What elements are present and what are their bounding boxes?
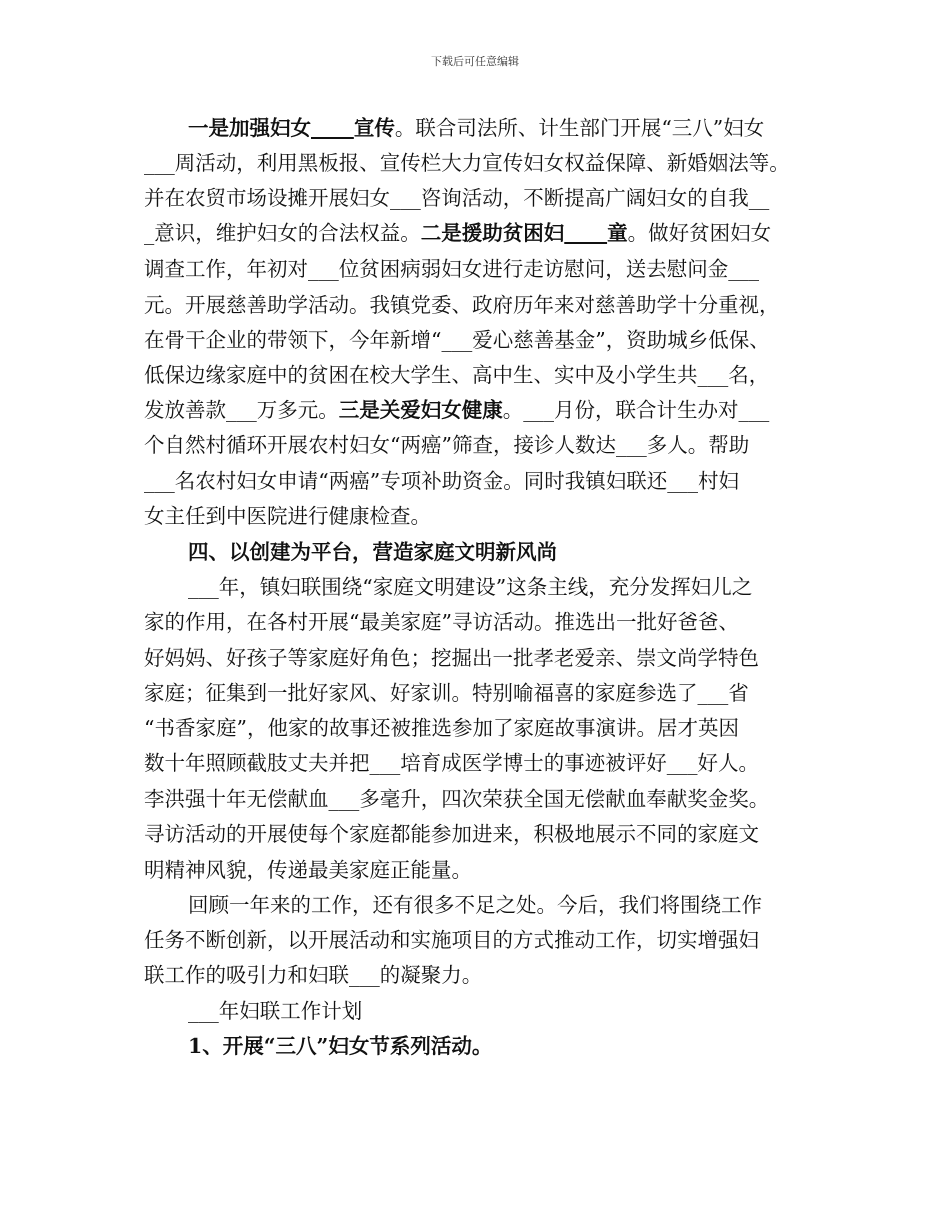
plan-item-1: 1、开展“三八”妇女节系列活动。 [188, 1034, 493, 1058]
para1-line-10: 个自然村循环开展农村妇女“两癌”筛查，接诊人数达___多人。帮助 [144, 433, 750, 457]
para2-line-7: 李洪强十年无偿献血___多毫升，四次荣获全国无偿献血奉献奖金奖。 [144, 787, 770, 811]
para1-line-12: 女主任到中医院进行健康检查。 [144, 504, 431, 528]
para1-line-11: ___名农村妇女申请“两癌”专项补助资金。同时我镇妇联还___村妇 [144, 469, 739, 493]
bold-blank [311, 116, 354, 140]
bold-lead: 三是关爱妇女健康 [338, 398, 503, 422]
para2-line-6: 数十年照顾截肢丈夫并把___培育成医学博士的事迹被评好___好人。 [144, 751, 759, 775]
bold-lead-2: 宣传 [353, 116, 395, 140]
para1-line-9 [144, 398, 834, 422]
para3-line-3: 联工作的吸引力和妇联___的凝聚力。 [144, 963, 483, 987]
bold-lead: 一是加强妇女 [188, 116, 311, 140]
plan-title: ___年妇联工作计划 [188, 999, 363, 1023]
para2-line-2: 家的作用，在各村开展“最美家庭”寻访活动。推选出一批好爸爸、 [144, 610, 739, 634]
para1-line-6: 元。开展慈善助学活动。我镇党委、政府历年来对慈善助学十分重视， [144, 293, 780, 317]
para2-line-3: 好妈妈、好孩子等家庭好角色；挖掘出一批孝老爱亲、崇文尚学特色 [144, 646, 759, 670]
para3-line-2: 任务不断创新，以开展活动和实施项目的方式推动工作，切实增强妇 [144, 928, 759, 952]
bold-lead-2: 童 [607, 221, 628, 245]
text-run: 。联合司法所、计生部门开展“三八”妇女 [394, 116, 765, 140]
para1-line-8: 低保边缘家庭中的贫困在校大学生、高中生、实中及小学生共___名， [144, 363, 770, 387]
section-4-heading: 四、以创建为平台，营造家庭文明新风尚 [188, 540, 557, 564]
para1-line-1 [188, 116, 834, 140]
page-header: 下载后可任意编辑 [431, 55, 519, 68]
para1-line-4 [144, 221, 834, 245]
text-run: 。做好贫困妇女 [627, 221, 772, 245]
bold-blank [564, 221, 607, 245]
text-run: _意识，维护妇女的合法权益。 [144, 221, 421, 245]
para2-line-4: 家庭；征集到一批好家风、好家训。特别喻福喜的家庭参选了___省 [144, 681, 749, 705]
text-run: 。___月份，联合计生办对___ [502, 398, 770, 422]
para1-line-3: 并在农贸市场设摊开展妇女___咨询活动，不断提高广阔妇女的自我__ [144, 186, 770, 210]
para3-line-1: 回顾一年来的工作，还有很多不足之处。今后，我们将围绕工作 [188, 893, 762, 917]
para1-line-5: 调查工作，年初对___位贫困病弱妇女进行走访慰问，送去慰问金___ [144, 257, 759, 281]
para2-line-8: 寻访活动的开展使每个家庭都能参加进来，积极地展示不同的家庭文 [144, 822, 759, 846]
para1-line-2: ___周活动，利用黑板报、宣传栏大力宣传妇女权益保障、新婚姻法等。 [144, 151, 790, 175]
bold-lead: 二是援助贫困妇 [420, 221, 565, 245]
para2-line-1: ___年，镇妇联围绕“家庭文明建设”这条主线，充分发挥妇儿之 [188, 575, 753, 599]
para2-line-9: 明精神风貌，传递最美家庭正能量。 [144, 858, 472, 882]
para2-line-5: “书香家庭”，他家的故事还被推选参加了家庭故事演讲。居才英因 [144, 716, 739, 740]
para1-line-7: 在骨干企业的带领下，今年新增“___爱心慈善基金”，资助城乡低保、 [144, 328, 770, 352]
text-run: 发放善款___万多元。 [144, 398, 339, 422]
